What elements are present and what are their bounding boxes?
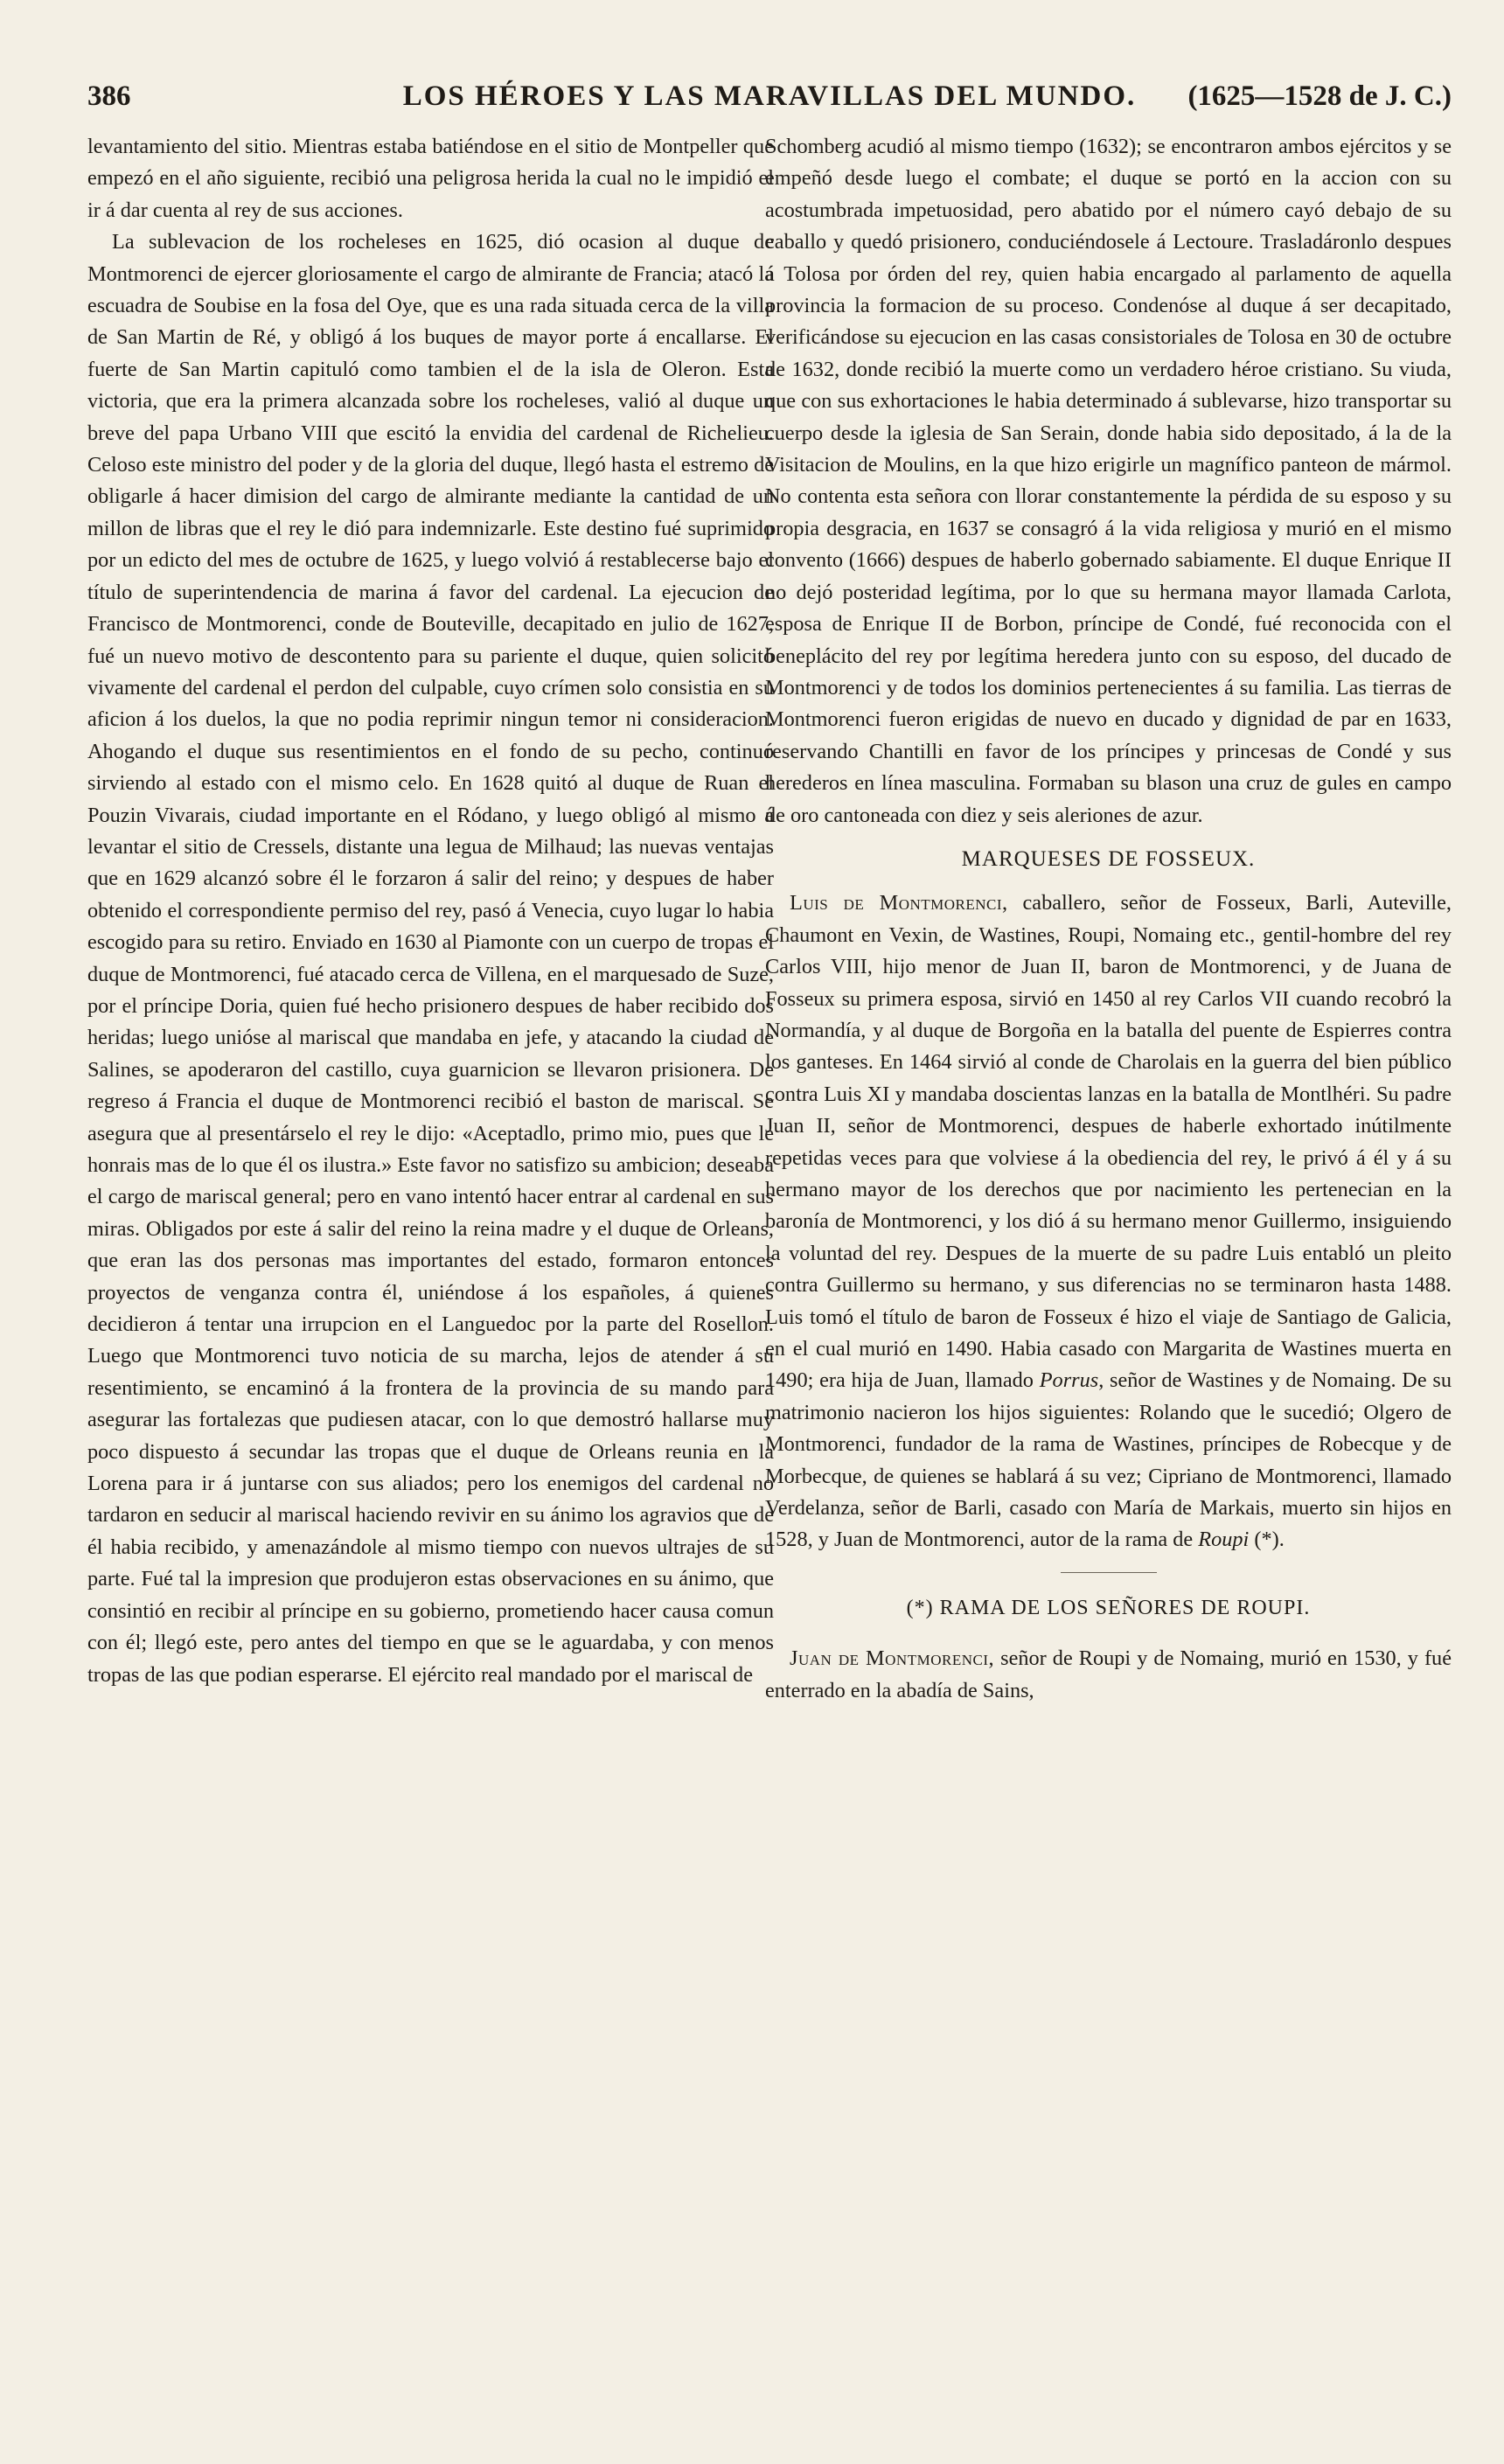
text-run: señor de Roupi y de Nomaing, murió en 1530, y fué enterrado en la abadía de Sains,	[765, 1646, 1452, 1702]
footnote-heading: (*) RAMA DE LOS SEÑORES DE ROUPI.	[906, 1596, 1311, 1619]
italic-name: Roupi	[1198, 1528, 1250, 1552]
date-range: (1625—1528 de J. C.)	[1187, 80, 1452, 112]
page-header	[87, 80, 1452, 128]
person-name: Juan de Montmorenci,	[790, 1646, 995, 1671]
text-run: , señor de Wastines y de Nomaing. De su matrimonio nacieron los hijos siguientes: Rolando que le sucedió; Olgero de Montmorenci, fundador de la rama de Wastines, príncipes de Robecque y de Morbecque, de quienes se hablará á su vez; Cipriano de Montmorenci, llamado Verdelanza, señor de Barli, casado con María de Markais, muerto sin hijos en 1528, y Juan de Montmorenci, autor de la rama de	[765, 1368, 1452, 1552]
left-column	[87, 131, 774, 1691]
paragraph	[765, 887, 1452, 1556]
right-column	[765, 131, 1452, 1707]
text-run: (*).	[1249, 1528, 1285, 1552]
person-name: Luis de Montmorenci,	[790, 891, 1008, 915]
page-number: 386	[87, 80, 131, 112]
paragraph: levantamiento del sitio. Mientras estaba batiéndose en el sitio de Montpeller que empezó en el año siguiente, recibió una peligrosa herida la cual no le impidió el ir á dar cuenta al rey de sus acciones.	[87, 135, 774, 222]
paragraph: La sublevacion de los rocheleses en 1625, dió ocasion al duque de Montmorenci de ejercer gloriosamente el cargo de almirante de Francia; atacó la escuadra de Soubise en la fosa del Oye, que es una rada situada cerca de la villa de San Martin de Ré, y obligó á los buques de mayor porte á encallarse. El fuerte de San Martin capituló como tambien el de la isla de Oleron. Esta victoria, que era la primera alcanzada sobre los rocheleses, valió al duque un breve del papa Urbano VIII que escitó la envidia del cardenal de Richelieu. Celoso este ministro del poder y de la gloria del duque, llegó hasta el estremo de obligarle á hacer dimision del cargo de almirante mediante la cantidad de un millon de libras que el rey le dió para indemnizarle. Este destino fué suprimido por un edicto del mes de octubre de 1625, y luego volvió á restablecerse bajo el título de superintendencia de marina á favor del cardenal. La ejecucion de Francisco de Montmorenci, conde de Bouteville, decapitado en julio de 1627, fué un nuevo motivo de descontento para su pariente el duque, quien solicitó vivamente del cardenal el perdon del culpable, cuyo crímen solo consistia en su aficion á los duelos, la que no podia reprimir ningun temor ni consideracion. Ahogando el duque sus resentimientos en el fondo de su pecho, continuó sirviendo al estado con el mismo celo. En 1628 quitó al duque de Ruan el Pouzin Vivarais, ciudad importante en el Ródano, y luego obligó al mismo á levantar el sitio de Cressels, distante una legua de Milhaud; las nuevas ventajas que en 1629 alcanzó sobre él le forzaron á salir del reino; y despues de haber obtenido el correspondiente permiso del rey, pasó á Venecia, cuyo lugar lo habia escogido para su retiro. Enviado en 1630 al Piamonte con un cuerpo de tropas el duque de Montmorenci, fué atacado cerca de Villena, en el marquesado de Suze, por el príncipe Doria, quien fué hecho prisionero despues de haber recibido dos heridas; luego unióse al mariscal que mandaba en jefe, y atacando la ciudad de Salines, se apoderaron del castillo, cuya guarnicion se llevaron prisionera. De regreso á Francia el duque de Montmorenci recibió el baston de mariscal. Se asegura que al presentárselo el rey le dijo: «Aceptadlo, primo mio, pues que le honrais mas de lo que él os ilustra.» Este favor no satisfizo su ambicion; deseaba el cargo de mariscal general; pero en vano intentó hacer entrar al cardenal en sus miras. Obligados por este á salir del reino la reina madre y el duque de Orleans, que eran las dos personas mas importantes del estado, formaron entonces proyectos de venganza contra él, uniéndose á los españoles, á quienes decidieron á tentar una irrupcion en el Languedoc por la parte del Rosellon. Luego que Montmorenci tuvo noticia de su marcha, lejos de atender á su resentimiento, se encaminó á la frontera de la provincia de su mando para asegurar las fortalezas que pudiesen atacar, con lo que demostró hallarse muy poco dispuesto á secundar las tropas que el duque de Orleans reunia en la Lorena para ir á juntarse con sus aliados; pero los enemigos del cardenal no tardaron en seducir al mariscal haciendo revivir en su ánimo los agravios que de él habia recibido, y amenazándole al mismo tiempo con nuevos ultrajes de su parte. Fué tal la impresion que produjeron estas observaciones en su ánimo, que consintió en recibir al príncipe en su gobierno, prometiendo hacer causa comun con él; llegó este, pero antes del tiempo en que se le aguardaba, y con menos tropas de las que podian esperarse. El ejército real mandado por el mariscal de	[87, 230, 774, 1687]
footnote-divider	[1061, 1572, 1157, 1573]
text-run: caballero, señor de Fosseux, Barli, Auteville, Chaumont en Vexin, de Wastines, Roupi, Nomaing etc., gentil-hombre del rey Carlos VIII, hijo menor de Juan II, baron de Montmorenci, y de Juana de Fosseux su primera esposa, sirvió en 1450 al rey Carlos VII cuando recobró la Normandía, y al duque de Borgoña en la batalla del puente de Espierres contra los ganteses. En 1464 sirvió al conde de Charolais en la guerra del bien público contra Luis XI y mandaba doscientas lanzas en la batalla de Montlhéri. Su padre Juan II, señor de Montmorenci, despues de haberle exhortado inútilmente repetidas veces para que volviese á la obediencia del rey, le privó á él y á su hermano mayor de los derechos que por nacimiento les pertenecian en la baronía de Montmorenci, y los dió á su hermano menor Guillermo, insiguiendo la voluntad del rey. Despues de la muerte de su padre Luis entabló un pleito contra Guillermo su hermano, y sus diferencias no se terminaron hasta 1488. Luis tomó el título de baron de Fosseux é hizo el viaje de Santiago de Galicia, en el cual murió en 1490. Habia casado con Margarita de Wastines muerta en 1490; era hija de Juan, llamado	[765, 891, 1452, 1393]
paragraph	[765, 1643, 1452, 1707]
running-title: LOS HÉROES Y LAS MARAVILLAS DEL MUNDO.	[402, 80, 1137, 112]
italic-name: Porrus	[1039, 1368, 1099, 1393]
section-heading: MARQUESES DE FOSSEUX.	[961, 846, 1256, 871]
paragraph: Schomberg acudió al mismo tiempo (1632); se encontraron ambos ejércitos y se empeñó desde luego el combate; el duque se portó en la accion con su acostumbrada impetuosidad, pero abatido por el número cayó debajo de su caballo y quedó prisionero, conduciéndosele á Lectoure. Trasladáronlo despues á Tolosa por órden del rey, quien habia encargado al parlamento de aquella provincia la formacion de su proceso. Condenóse al duque á ser decapitado, verificándose su ejecucion en las casas consistoriales de Tolosa en 30 de octubre de 1632, donde recibió la muerte como un verdadero héroe cristiano. Su viuda, que con sus exhortaciones le habia determinado á sublevarse, hizo transportar su cuerpo desde la iglesia de San Serain, donde habia sido depositado, á la de la Visitacion de Moulins, en la que hizo erigirle un magnífico panteon de mármol. No contenta esta señora con llorar constantemente la pérdida de su esposo y su propia desgracia, en 1637 se consagró á la vida religiosa y murió en el mismo convento (1666) despues de haberlo gobernado sabiamente. El duque Enrique II no dejó posteridad legítima, por lo que su hermana mayor llamada Carlota, esposa de Enrique II de Borbon, príncipe de Condé, fué reconocida con el beneplácito del rey por legítima heredera junto con su esposo, del ducado de Montmorenci y de todos los dominios pertenecientes á su familia. Las tierras de Montmorenci fueron erigidas de nuevo en ducado y dignidad de par en 1633, reservando Chantilli en favor de los príncipes y princesas de Condé y sus herederos en línea masculina. Formaban su blason una cruz de gules en campo de oro cantoneada con diez y seis aleriones de azur.	[765, 135, 1452, 827]
